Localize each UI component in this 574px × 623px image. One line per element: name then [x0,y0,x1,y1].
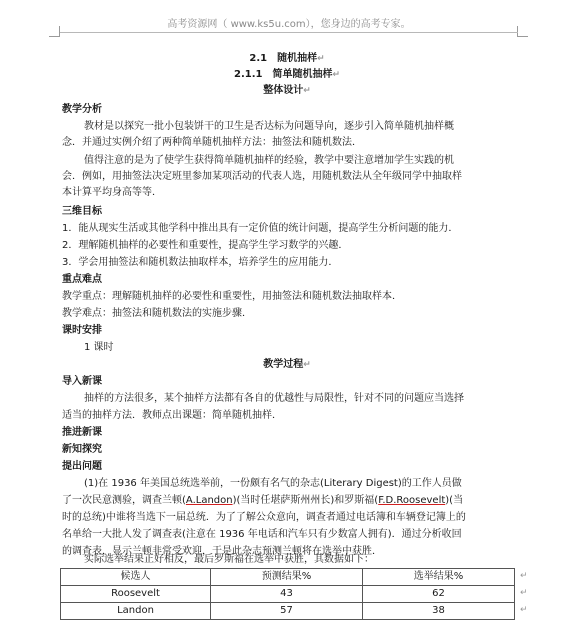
table-cell: Landon [61,603,211,620]
question-line6: 实际选举结果正好相反，最后罗斯福在选举中获胜，其数据如下： [84,554,374,565]
design-heading: 整体设计↵ [263,85,311,96]
table-header-candidate: 候选人 [61,569,211,586]
intro-heading: 导入新课 [62,376,102,387]
explore-heading: 新知探究 [62,444,102,455]
goal-item-2: 2．理解随机抽样的必要性和重要性，提高学生学习数学的兴趣． [62,240,349,251]
new-lesson-heading: 推进新课 [62,427,102,438]
landon-name: A.Landon [185,495,233,506]
question-heading: 提出问题 [62,461,102,472]
question-line3: 时的总统)中谁将当选下一届总统．为了了解公众意向，调查者通过电话簿和车辆登记簿上的 [62,512,466,523]
election-table [60,568,515,620]
table-cell: Roosevelt [61,586,211,603]
subsection-title: 2.1.1 简单随机抽样↵ [233,69,341,80]
analysis-p2-line2: 会．例如，用抽签法决定班里参加某项活动的代表人选，用随机数法从全年级同学中抽取样 [62,171,462,182]
analysis-p2-line1: 值得注意的是为了使学生获得简单随机抽样的经验，教学中要注意增加学生实践的机 [84,155,454,166]
row-end-mark: ↵ [520,588,528,598]
goal-item-3: 3．学会用抽签法和随机数法抽取样本，培养学生的应用能力． [62,257,339,268]
question-line2: 了一次民意测验，调查兰顿(A.Landon)(当时任堪萨斯州州长)和罗斯福(F.D.Roosevelt)(当 [62,495,464,506]
intro-line2: 适当的抽样方法．教师点出课题：简单随机抽样． [62,410,282,421]
goal-item-1: 1．能从现实生活或其他学科中推出具有一定价值的统计问题，提高学生分析问题的能力． [62,223,459,234]
crop-mark-top-left [49,26,60,37]
analysis-p1-line2: 念．并通过实例介绍了两种简单随机抽样方法：抽签法和随机数法． [62,137,362,148]
section-title: 2.1 随机抽样↵ [249,53,325,64]
schedule-value: 1 课时 [84,342,114,353]
analysis-p1-line1: 教材是以探究一批小包装饼干的卫生是否达标为问题导向，逐步引入简单随机抽样概 [84,121,454,132]
table-cell: 43 [211,586,363,603]
process-heading: 教学过程↵ [263,359,311,370]
crop-mark-top-right [517,26,528,37]
table-header-actual: 选举结果% [363,569,515,586]
table-cell: 38 [363,603,515,620]
table-header-row [61,569,515,586]
analysis-p2-line3: 本计算平均身高等等． [62,187,162,198]
teaching-difficulty: 教学难点：抽签法和随机数法的实施步骤． [62,308,252,319]
schedule-heading: 课时安排 [62,325,102,336]
table-cell: 57 [211,603,363,620]
question-line5: 的调查表，显示兰顿非常受欢迎，于是此杂志预测兰顿将在选举中获胜． [62,546,382,557]
row-end-mark: ↵ [520,605,528,615]
table-cell: 62 [363,586,515,603]
row-end-mark: ↵ [520,571,528,581]
teaching-focus: 教学重点：理解随机抽样的必要性和重要性，用抽签法和随机数法抽取样本． [62,291,402,302]
page-header: 高考资源网（ www.ks5u.com），您身边的高考专家。 [60,15,518,33]
question-line1: (1)在 1936 年美国总统选举前，一份颇有名气的杂志(Literary Digest)的工作人员做 [84,478,462,489]
goals-heading: 三维目标 [62,206,102,217]
intro-line1: 抽样的方法很多，某个抽样方法都有各自的优越性与局限性，针对不同的问题应当选择 [84,393,464,404]
roosevelt-name: F.D.Roosevelt [378,495,446,506]
question-line4: 名单给一大批人发了调查表(注意在 1936 年电话和汽车只有少数富人拥有)．通过分析收回 [62,529,462,540]
table-row [61,603,515,620]
teaching-analysis-heading: 教学分析 [62,104,102,115]
table-header-predicted: 预测结果% [211,569,363,586]
table-row [61,586,515,603]
key-points-heading: 重点难点 [62,274,102,285]
